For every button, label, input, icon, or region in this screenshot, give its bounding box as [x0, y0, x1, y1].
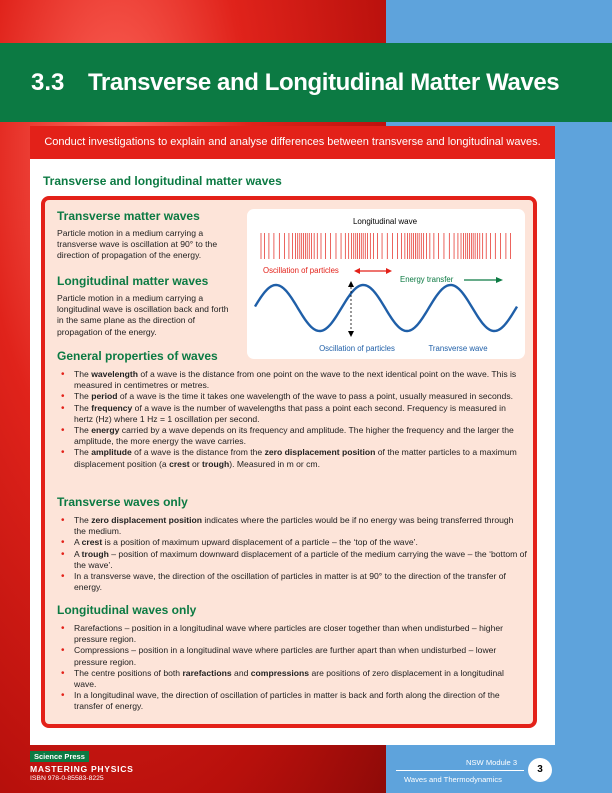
page-number: 3: [528, 758, 552, 782]
arrowhead-down: [348, 331, 354, 337]
module-label: NSW Module 3: [466, 758, 518, 767]
list-item: • A trough – position of maximum downward displacement of a particle of the medium carrying the wave – the ‘bottom of the wave’.: [57, 549, 527, 571]
list-item: • The period of a wave is the time it takes one wavelength of the wave to pass a point, usually measured in seconds.: [57, 391, 527, 402]
transverse-only-list: [57, 515, 527, 593]
longitudinal-wave-title: Longitudinal wave: [352, 217, 418, 226]
longitudinal-only-heading: Longitudinal waves only: [57, 603, 197, 617]
double-arrow-red: [354, 268, 392, 274]
list-item: • Compressions – position in a longitudinal wave where particles are further apart than when undisturbed – lower pressure region.: [57, 645, 527, 667]
transverse-only-heading: Transverse waves only: [57, 495, 188, 509]
general-properties-list: [57, 369, 527, 470]
wave-diagram: [247, 209, 525, 359]
list-item: • In a transverse wave, the direction of the oscillation of particles in matter is at 90° to the direction of the transfer of energy.: [57, 571, 527, 593]
bottom-oscillation-label: Oscillation of particles: [319, 344, 395, 353]
page-title: Transverse and Longitudinal Matter Waves: [88, 69, 560, 96]
list-item: • Rarefactions – position in a longitudinal wave where particles are closer together than when undisturbed – higher pressure region.: [57, 623, 527, 645]
energy-arrow-green: [464, 277, 503, 283]
longitudinal-particle-lines: [261, 233, 510, 259]
oscillation-label: Oscillation of particles: [263, 266, 339, 275]
transverse-wave: [255, 285, 517, 331]
transverse-heading: Transverse matter waves: [57, 209, 200, 223]
longitudinal-only-list: [57, 623, 527, 713]
list-item: • In a longitudinal wave, the direction of oscillation of particles in matter is back and forth along the direction of the transfer of energy.: [57, 690, 527, 712]
isbn-label: ISBN 978-0-85583-8225: [30, 775, 104, 782]
transverse-wave-label: Transverse wave: [428, 344, 488, 353]
transverse-text: Particle motion in a medium carrying a transverse wave is oscillation at 90° to the direction of propagation of the energy.: [57, 228, 218, 261]
list-item: • The amplitude of a wave is the distance from the zero displacement position of the matter particles to a maximum displacement position (a crest or trough). Measured in m or cm.: [57, 447, 527, 469]
longitudinal-heading: Longitudinal matter waves: [57, 274, 209, 288]
list-item: • The centre positions of both rarefactions and compressions are positions of zero displacement in a longitudinal wave.: [57, 668, 527, 690]
arrowhead-up: [348, 281, 354, 287]
strand-label: Waves and Thermodynamics: [404, 775, 502, 784]
list-item: • The zero displacement position indicates where the particles would be if no energy was being transferred through the medium.: [57, 515, 527, 537]
publisher-label: Science Press: [30, 751, 89, 762]
list-item: • The frequency of a wave is the number of wavelengths that pass a point each second. Frequency is measured in hertz (Hz) where 1 Hz = 1 oscillation per second.: [57, 403, 527, 425]
general-heading: General properties of waves: [57, 349, 218, 363]
wave-diagram-svg: [247, 209, 525, 359]
syllabus-banner: Conduct investigations to explain and analyse differences between transverse and longitudinal waves.: [30, 126, 555, 159]
section-heading: Transverse and longitudinal matter waves: [43, 174, 282, 188]
list-item: • A crest is a position of maximum upward displacement of a particle – the ‘top of the wave’.: [57, 537, 527, 548]
longitudinal-text: Particle motion in a medium carrying a longitudinal wave is oscillation back and forth in the same plane as the direction of propagation of the energy.: [57, 293, 229, 337]
section-number: 3.3: [31, 69, 65, 96]
footer-rule: [396, 770, 524, 771]
list-item: • The energy carried by a wave depends on its frequency and amplitude. The higher the frequency and the larger the amplitude, the more energy the wave carries.: [57, 425, 527, 447]
energy-transfer-label: Energy transfer: [400, 275, 454, 284]
list-item: • The wavelength of a wave is the distance from one point on the wave to the next identical point on the wave. This is measured in centimetres or metres.: [57, 369, 527, 391]
series-label: MASTERING PHYSICS: [30, 764, 134, 774]
